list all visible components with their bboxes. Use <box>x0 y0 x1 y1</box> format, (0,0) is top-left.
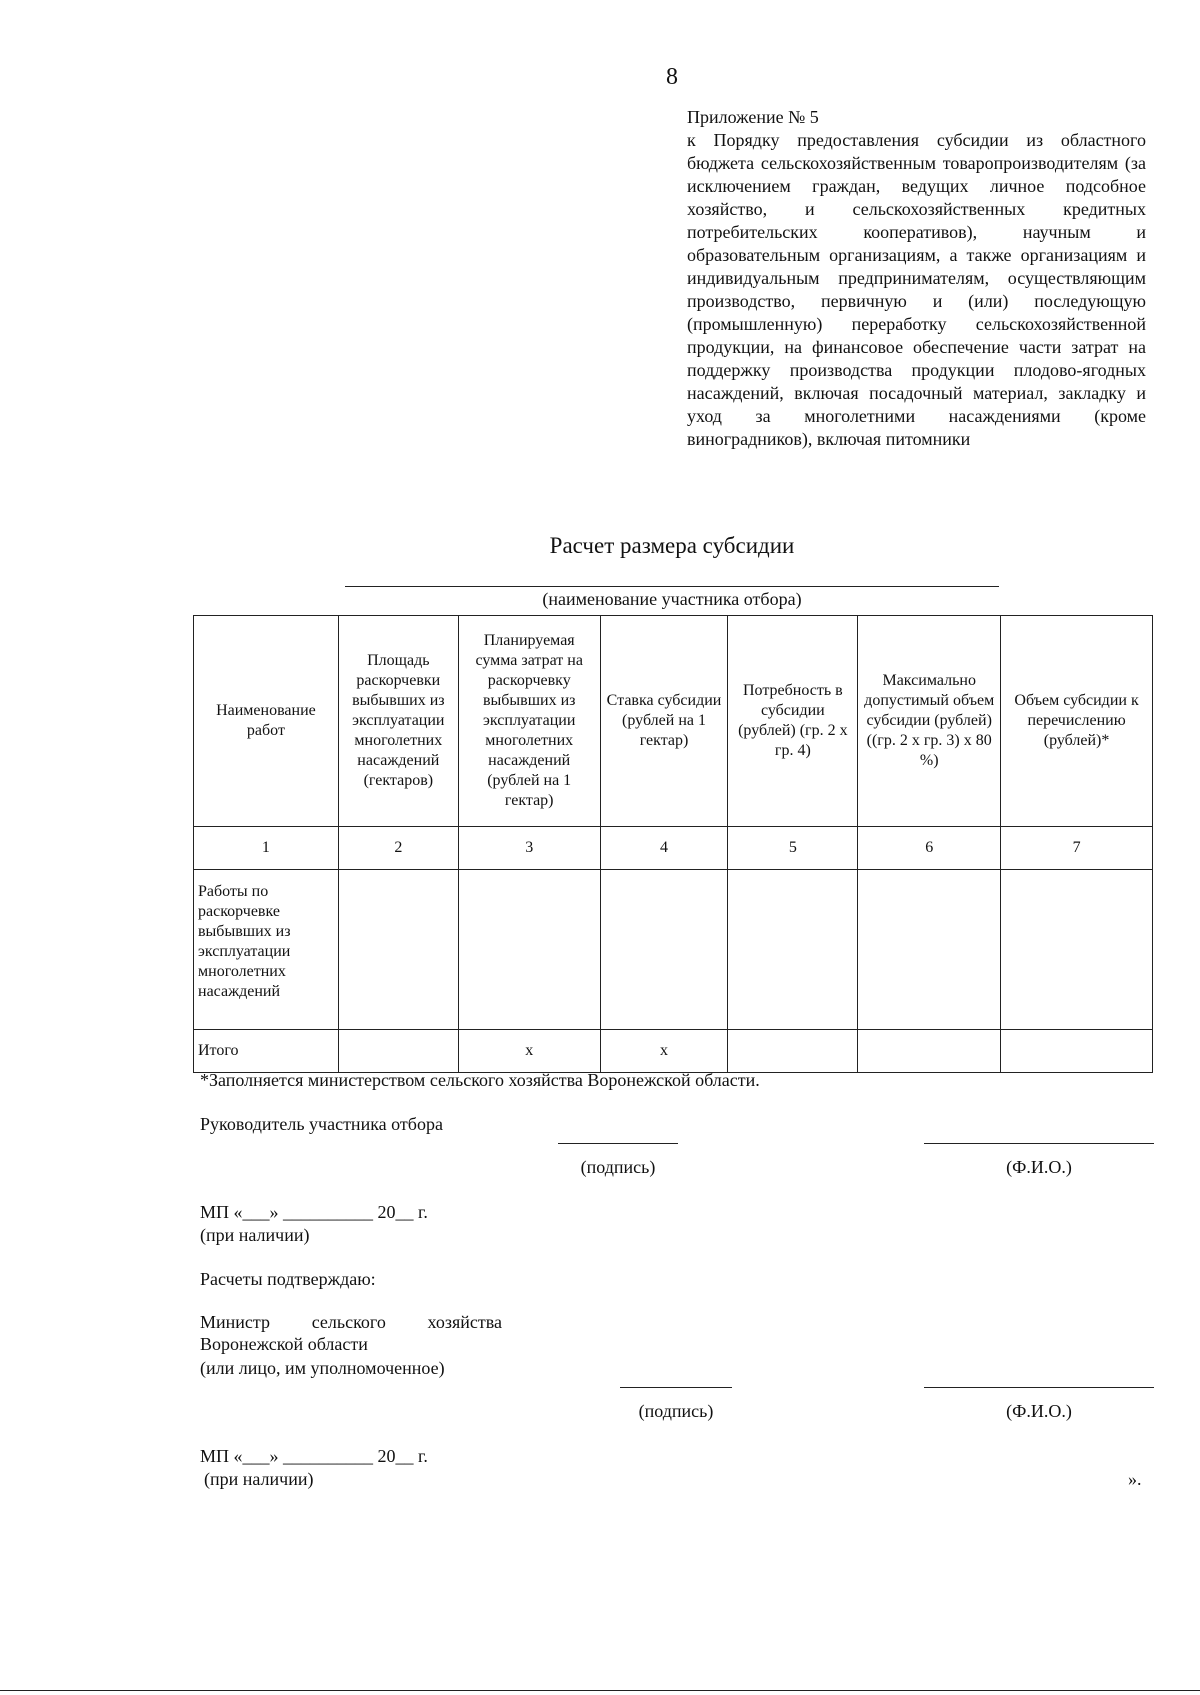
table-cell <box>600 870 728 1030</box>
subsidy-calculation-table <box>193 615 1153 1073</box>
document-title: Расчет размера субсидии <box>549 533 795 558</box>
appendix-title: Приложение № 5 <box>687 107 819 127</box>
stamp-date-line: МП «___» __________ 20__ г. <box>200 1202 428 1222</box>
table-cell <box>858 870 1001 1030</box>
stamp-note: (при наличии) <box>200 1225 310 1245</box>
confirm-label: Расчеты подтверждаю: <box>200 1269 376 1289</box>
column-number-cell: 5 <box>728 827 858 870</box>
header-cell: Объем субсидии к перечислению (рублей)* <box>1001 616 1153 827</box>
appendix-block <box>687 106 1146 451</box>
table-header-row <box>194 616 1153 827</box>
signature-caption: (подпись) <box>638 1401 714 1421</box>
signature-caption: (подпись) <box>580 1157 656 1177</box>
table-cell: х <box>600 1030 728 1073</box>
appendix-text: к Порядку предоставления субсидии из областного бюджета сельскохозяйственным товаропроизводителям (за исключением граждан, ведущих личное подсобное хозяйство, и сельскохозяйственных кредитных потребительских кооперативов), научным и образовательным организациям, а также организациям и индивидуальным предпринимателям, осуществляющим производство, первичную и (или) последующую (промышленную) переработку сельскохозяйственной продукции, на финансовое обеспечение части затрат на поддержку производства продукции плодово-ягодных насаждений, включая посадочный материал, закладку и уход за многолетними насаждениями (кроме виноградников), включая питомники <box>687 130 1146 449</box>
head-label: Руководитель участника отбора <box>200 1114 443 1134</box>
table-cell <box>728 870 858 1030</box>
signature-line <box>558 1143 678 1144</box>
fio-caption: (Ф.И.О.) <box>1006 1401 1072 1421</box>
footnote: *Заполняется министерством сельского хозяйства Воронежской области. <box>200 1070 760 1090</box>
column-number-cell: 3 <box>458 827 600 870</box>
header-cell: Планируемая сумма затрат на раскорчевку выбывших из эксплуатации многолетних насаждений (рублей на 1 гектар) <box>458 616 600 827</box>
table-cell <box>338 1030 458 1073</box>
column-number-cell: 7 <box>1001 827 1153 870</box>
column-number-cell: 4 <box>600 827 728 870</box>
participant-name-line <box>345 586 999 587</box>
header-cell: Ставка субсидии (рублей на 1 гектар) <box>600 616 728 827</box>
column-number-cell: 2 <box>338 827 458 870</box>
stamp-note: (при наличии) <box>204 1469 314 1489</box>
fio-caption: (Ф.И.О.) <box>1006 1157 1072 1177</box>
table-cell <box>728 1030 858 1073</box>
participant-name-caption: (наименование участника отбора) <box>542 589 802 609</box>
table-cell <box>338 870 458 1030</box>
table-row <box>194 870 1153 1030</box>
column-number-cell: 6 <box>858 827 1001 870</box>
bottom-edge-line <box>0 1690 1200 1691</box>
fio-line <box>924 1143 1154 1144</box>
table-cell <box>458 870 600 1030</box>
stamp-date-line: МП «___» __________ 20__ г. <box>200 1446 428 1466</box>
signature-line <box>620 1387 732 1388</box>
closing-quote: ». <box>1128 1469 1142 1489</box>
table-cell <box>1001 1030 1153 1073</box>
table-cell: х <box>458 1030 600 1073</box>
header-cell: Наименование работ <box>194 616 339 827</box>
header-cell: Площадь раскорчевки выбывших из эксплуатации многолетних насаждений (гектаров) <box>338 616 458 827</box>
total-row <box>194 1030 1153 1073</box>
header-cell: Максимально допустимый объем субсидии (рублей) ((гр. 2 х гр. 3) х 80 %) <box>858 616 1001 827</box>
page-number: 8 <box>666 64 678 90</box>
header-cell: Потребность в субсидии (рублей) (гр. 2 х гр. 4) <box>728 616 858 827</box>
column-number-cell: 1 <box>194 827 339 870</box>
minister-label: Министр сельского хозяйства Воронежской области <box>200 1312 502 1354</box>
total-label-cell: Итого <box>194 1030 339 1073</box>
work-name-cell: Работы по раскорчевке выбывших из эксплуатации многолетних насаждений <box>194 870 339 1030</box>
column-number-row <box>194 827 1153 870</box>
fio-line <box>924 1387 1154 1388</box>
minister-sub: (или лицо, им уполномоченное) <box>200 1358 445 1378</box>
table-cell <box>858 1030 1001 1073</box>
table-cell <box>1001 870 1153 1030</box>
